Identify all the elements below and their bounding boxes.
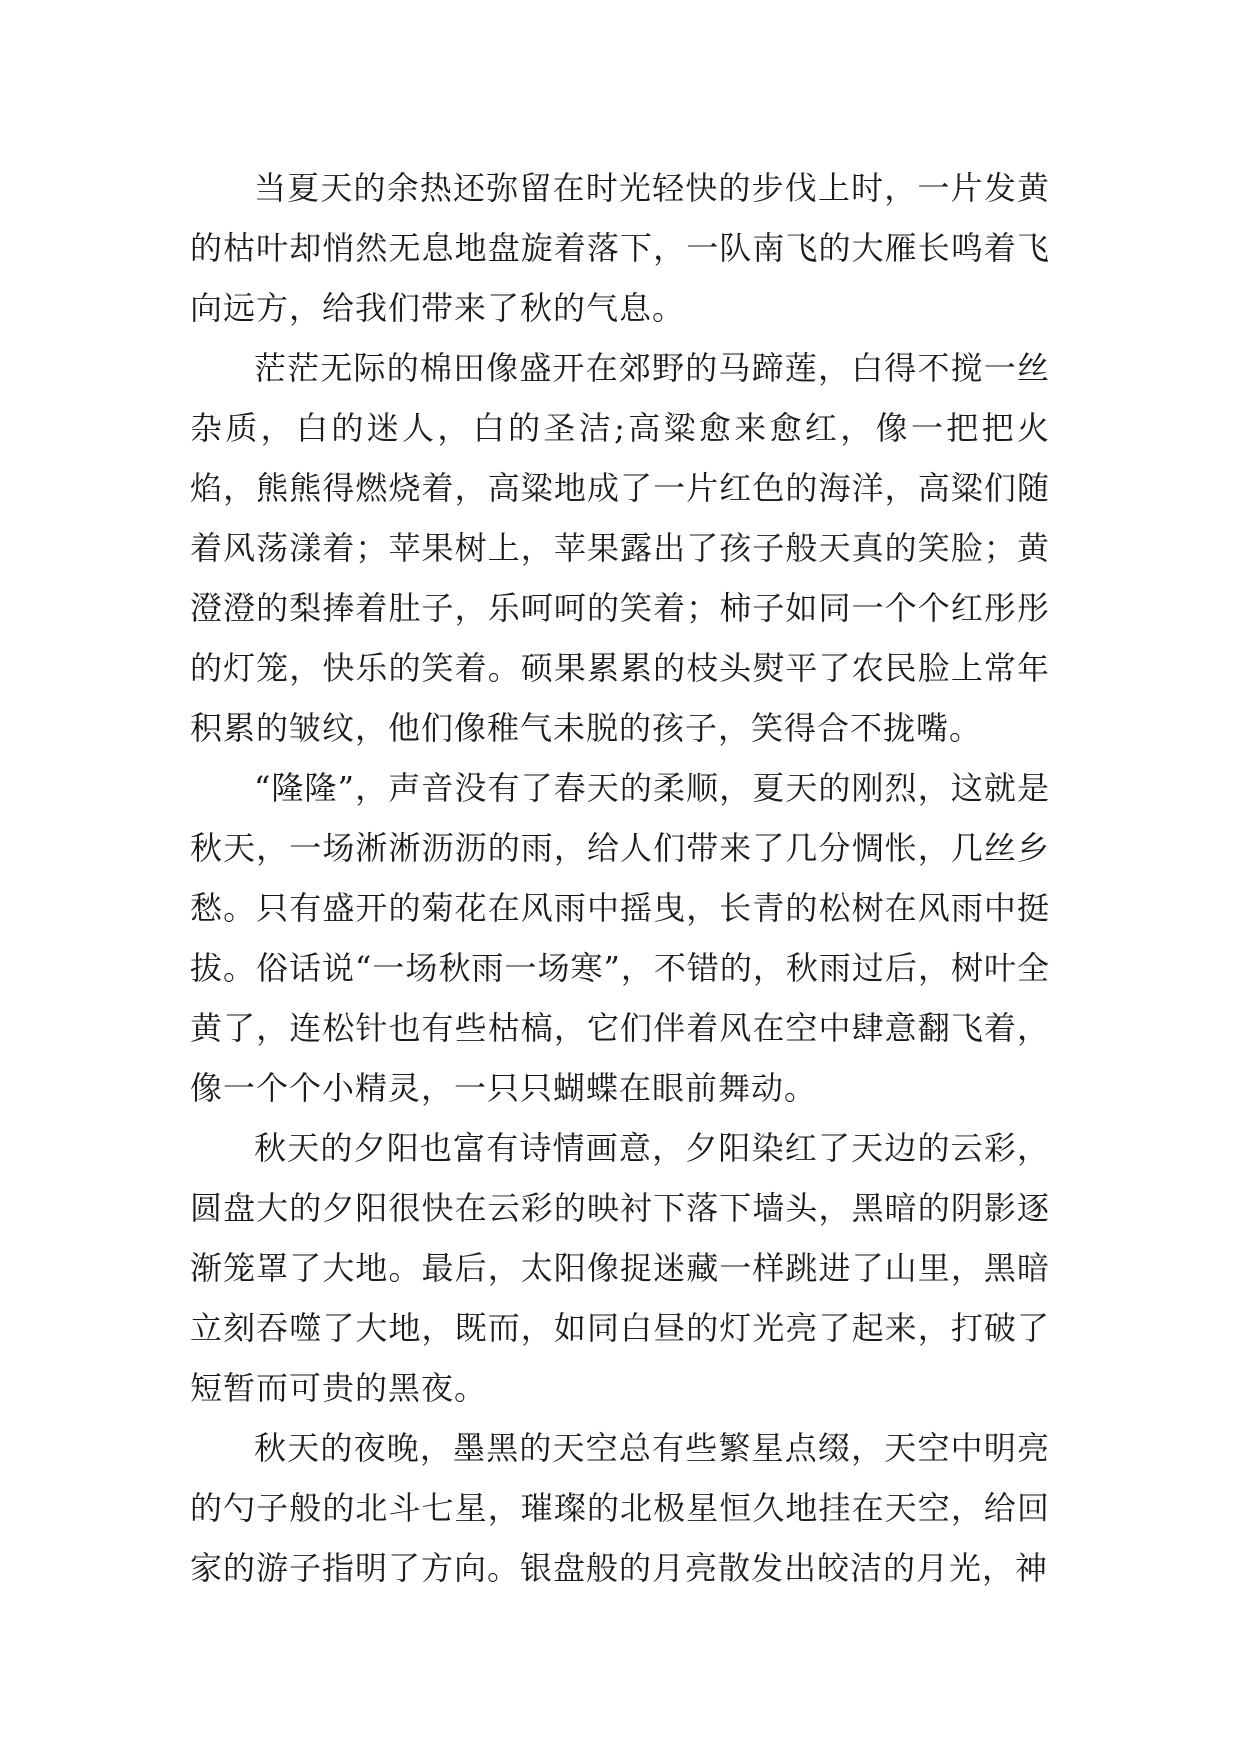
paragraph: 茫茫无际的棉田像盛开在郊野的马蹄莲，白得不搅一丝杂质，白的迷人，白的圣洁;高粱愈来愈红，像一把把火焰，熊熊得燃烧着，高粱地成了一片红色的海洋，高粱们随着风荡漾着；苹果树上，苹果露出了孩子般天真的笑脸；黄澄澄的梨捧着肚子，乐呵呵的笑着；柿子如同一个个红彤彤的灯笼，快乐的笑着。硕果累累的枝头熨平了农民脸上常年积累的皱纹，他们像稚气未脱的孩子，笑得合不拢嘴。 xyxy=(190,349,1050,747)
paragraph: 秋天的夕阳也富有诗情画意，夕阳染红了天边的云彩，圆盘大的夕阳很快在云彩的映衬下落下墙头，黑暗的阴影逐渐笼罩了大地。最后，太阳像捉迷藏一样跳进了山里，黑暗立刻吞噬了大地，既而，如同白昼的灯光亮了起来，打破了短暂而可贵的黑夜。 xyxy=(190,1129,1050,1407)
paragraph: “隆隆”，声音没有了春天的柔顺，夏天的刚烈，这就是秋天，一场淅淅沥沥的雨，给人们带来了几分惆怅，几丝乡愁。只有盛开的菊花在风雨中摇曳，长青的松树在风雨中挺拔。俗话说“一场秋雨一场寒”，不错的，秋雨过后，树叶全黄了，连松针也有些枯槁，它们伴着风在空中肆意翻飞着，像一个个小精灵，一只只蝴蝶在眼前舞动。 xyxy=(190,769,1050,1107)
document-body xyxy=(190,158,1050,1598)
paragraph: 当夏天的余热还弥留在时光轻快的步伐上时，一片发黄的枯叶却悄然无息地盘旋着落下，一队南飞的大雁长鸣着飞向远方，给我们带来了秋的气息。 xyxy=(190,169,1050,327)
paragraph: 秋天的夜晚，墨黑的天空总有些繁星点缀，天空中明亮的勺子般的北斗七星，璀璨的北极星恒久地挂在天空，给回家的游子指明了方向。银盘般的月亮散发出皎洁的月光，神 xyxy=(190,1429,1050,1587)
